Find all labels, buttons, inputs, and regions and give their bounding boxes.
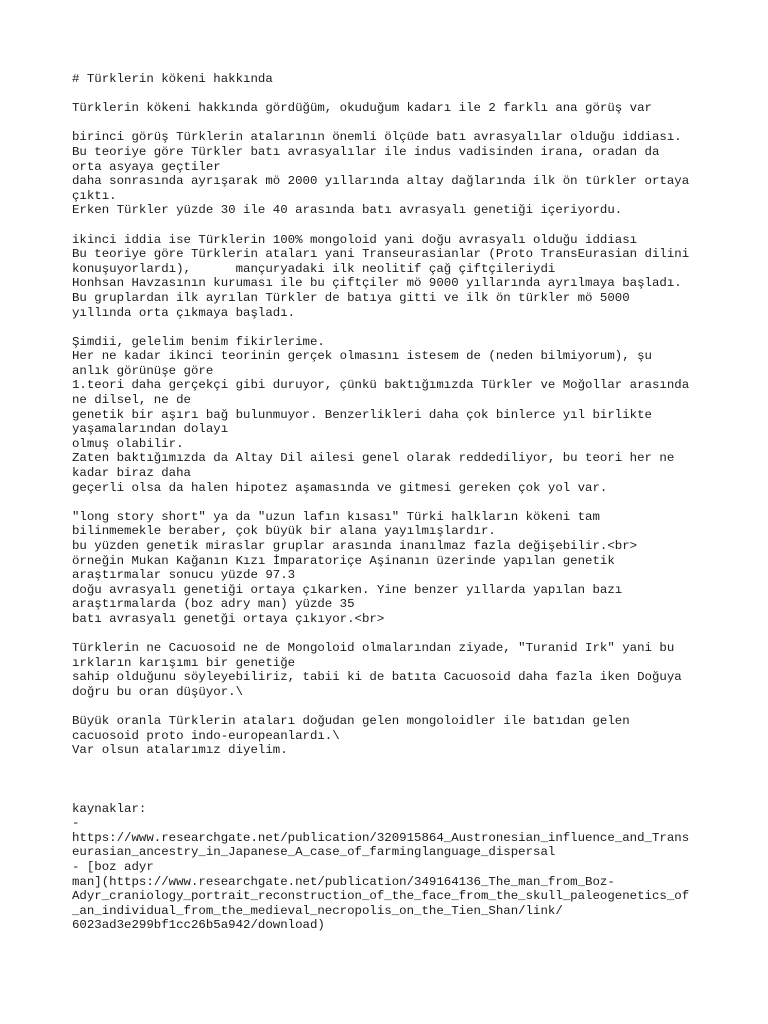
paragraph-opinions [72,335,702,496]
text-line: yaşamalarından dolayı [72,422,229,437]
text-line: bu yüzden genetik miraslar gruplar arasında inanılmaz fazla değişebilir.<br> [72,539,638,553]
text-line: daha sonrasında ayrışarak mö 2000 yıllarında altay dağlarında ilk ön türkler ortaya [72,174,690,189]
paragraph-first-view [72,130,702,218]
text-line: Var olsun atalarımız diyelim. [72,743,288,758]
blank-line [72,700,702,715]
text-line: genetik bir aşırı bağ bulunmuyor. Benzerlikleri daha çok binlerce yıl birlikte [72,407,652,422]
sources-section [72,802,702,933]
paragraph-long-story-short [72,510,702,627]
blank-line [72,495,702,510]
text-line: konuşuyorlardı), mançuryadaki ilk neolitif çağ çiftçileriydi [72,261,556,276]
blank-line [72,320,702,335]
blank-line [72,627,702,642]
blank-line [72,758,702,773]
paragraph-turanid [72,641,702,699]
text-line: araştırmalarda (boz adry man) yüzde 35 [72,597,355,612]
source-link[interactable]: eurasian_ancestry_in_Japanese_A_case_of_farminglanguage_dispersal [72,845,556,860]
text-line: birinci görüş Türklerin atalarının önemli ölçüde batı avrasyalılar olduğu iddiası. [72,130,682,145]
source-link[interactable]: _an_individual_from_the_medieval_necropolis_on_the_Tien_Shan/link/ [72,903,563,918]
text-line: kadar biraz daha [72,466,191,481]
paragraph-second-view [72,233,702,321]
text-line: yıllında orta çıkmaya başladı. [72,305,296,320]
text-line: Erken Türkler yüzde 30 ile 40 arasında batı avrasyalı genetiği içeriyordu. [72,203,623,218]
text-line: ırkların karışımı bir genetiğe [72,655,296,670]
blank-line [72,787,702,802]
text-line: geçerli olsa da halen hipotez aşamasında ve gitmesi gereken çok yol var. [72,480,608,495]
source-bullet: - [72,816,80,831]
text-line: orta asyaya geçtiler [72,159,221,174]
text-line: Bu gruplardan ilk ayrılan Türkler de batıya gitti ve ilk ön türkler mö 5000 [72,290,630,305]
document-heading: # Türklerin kökeni hakkında [72,72,273,86]
document-body [72,72,702,933]
text-line: Büyük oranla Türklerin ataları doğudan gelen mongoloidler ile batıdan gelen [72,714,630,729]
text-line: Zaten baktığımızda da Altay Dil ailesi genel olarak reddediliyor, bu teori her ne [72,451,675,466]
blank-line [72,87,702,102]
text-line: Türklerin ne Cacuosoid ne de Mongoloid olmalarından ziyade, "Turanid Irk" yani bu [72,641,675,656]
text-line: 1.teori daha gerçekçi gibi duruyor, çünkü baktığımızda Türkler ve Moğollar arasında [72,378,690,393]
text-line: bilinmemekle beraber, çok büyük bir alana yayılmışlardır. [72,524,496,539]
blank-line [72,116,702,131]
source-bullet: - [boz adyr [72,860,154,875]
text-line: Şimdii, gelelim benim fikirlerime. [72,334,325,349]
text-line: "long story short" ya da "uzun lafın kısası" Türki halkların kökeni tam [72,509,600,524]
text-line: doğru bu oran düşüyor.\ [72,684,244,699]
source-link[interactable]: https://www.researchgate.net/publication/320915864_Austronesian_influence_and_Trans [72,830,690,845]
source-link[interactable]: 6023ad3e299bf1cc26b5a942/download) [72,918,325,933]
text-line: Bu teoriye göre Türkler batı avrasyalılar ile indus vadisinden irana, oradan da [72,144,660,159]
text-line: ikinci iddia ise Türklerin 100% mongoloid yani doğu avrasyalı olduğu iddiası [72,232,638,247]
text-line: araştırmalar sonucu yüzde 97.3 [72,568,296,583]
text-line: örneğin Mukan Kağanın Kızı İmparatoriçe Aşinanın üzerinde yapılan genetik [72,553,615,568]
text-line: Her ne kadar ikinci teorinin gerçek olmasını istesem de (neden bilmiyorum), şu [72,349,652,364]
intro-paragraph: Türklerin kökeni hakkında gördüğüm, okuduğum kadarı ile 2 farklı ana görüş var [72,101,652,116]
text-line: batı avrasyalı genetği ortaya çıkıyor.<br> [72,611,385,626]
sources-label: kaynaklar: [72,801,147,816]
text-line: olmuş olabilir. [72,436,184,451]
blank-line [72,218,702,233]
text-line: sahip olduğunu söyleyebiliriz, tabii ki de batıta Cacuosoid daha fazla iken Doğuya [72,670,682,685]
text-line: anlık görünüşe göre [72,363,214,378]
text-line: Honhsan Havzasının kuruması ile bu çiftçiler mö 9000 yıllarında ayrılmaya başladı. [72,276,682,291]
blank-line [72,773,702,788]
text-line: çıktı. [72,188,117,203]
text-line: doğu avrasyalı genetiği ortaya çıkarken. Yine benzer yıllarda yapılan bazı [72,582,623,597]
text-line: cacuosoid proto indo-europeanlardı.\ [72,728,340,743]
text-line: Bu teoriye göre Türklerin ataları yani Transeurasianlar (Proto TransEurasian dilini [72,247,690,262]
text-line: ne dilsel, ne de [72,393,191,408]
source-link[interactable]: man](https://www.researchgate.net/publication/349164136_The_man_from_Boz- [72,874,615,889]
paragraph-conclusion [72,714,702,758]
source-link[interactable]: Adyr_craniology_portrait_reconstruction_of_the_face_from_the_skull_paleogenetics_of [72,889,690,904]
